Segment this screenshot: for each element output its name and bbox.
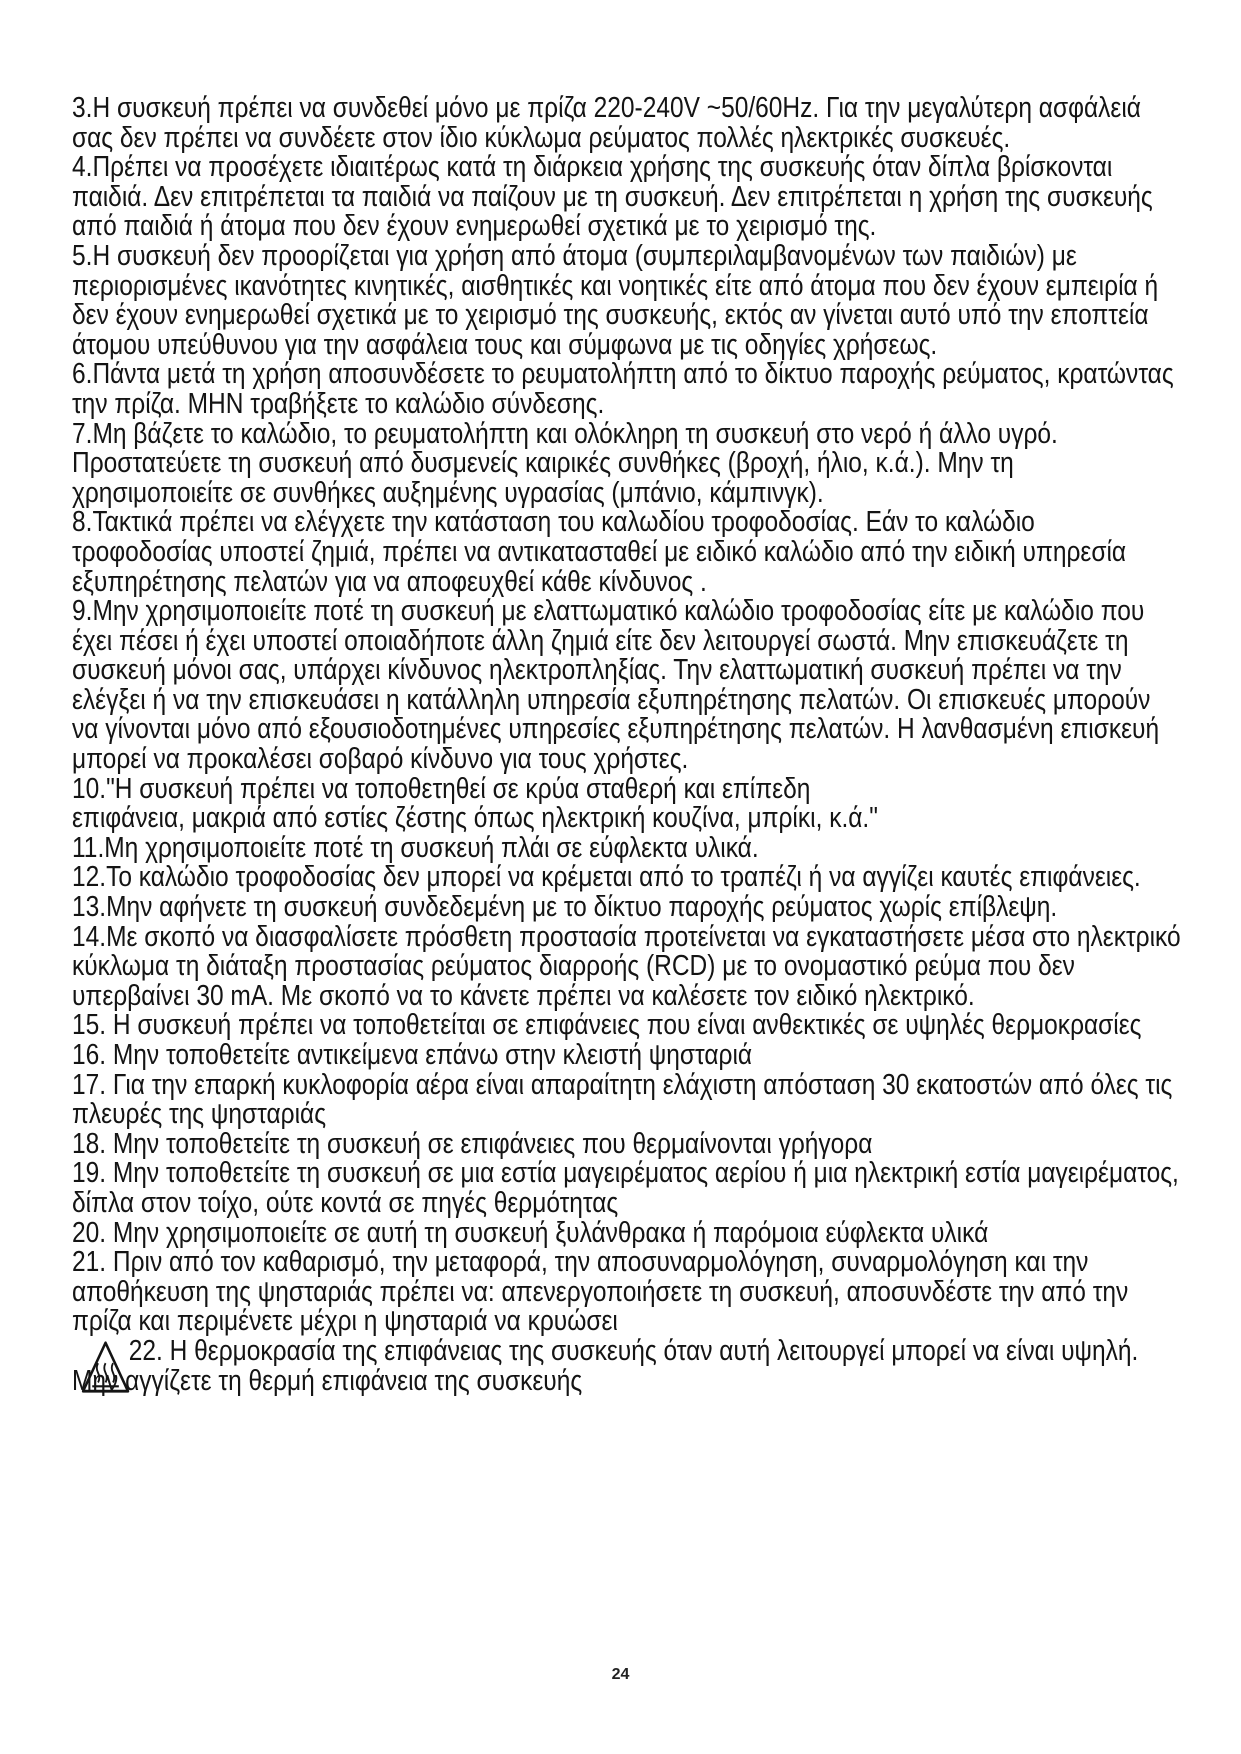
- warning-block: [72, 1334, 1181, 1397]
- paragraph-item-5: 5.Η συσκευή δεν προορίζεται για χρήση από άτομα (συμπεριλαμβανομένων των παιδιών) με περιορισμένες ικανότητες κινητικές, αισθητικές και νοητικές είτε από άτομα που δεν έχουν εμπειρία ή δεν έχουν ενημερωθεί σχετικά με το χειρισμό της συσκευής, εκτός αν γίνεται αυτό υπό την εποπτεία άτομου υπεύθυνου για την ασφάλεια τους και σύμφωνα με τις οδηγίες χρήσεως.: [72, 239, 1159, 361]
- paragraph-item-7: 7.Μη βάζετε το καλώδιο, το ρευματολήπτη και ολόκληρη τη συσκευή στο νερό ή άλλο υγρό. Προστατεύετε τη συσκευή από δυσμενείς καιρικές συνθήκες (βροχή, ήλιο, κ.ά.). Μην τη χρησιμοποιείτε σε συνθήκες αυξημένης υγρασίας (μπάνιο, κάμπινγκ).: [72, 417, 1058, 509]
- paragraph-item-10a: 10."Η συσκευή πρέπει να τοποθετηθεί σε κρύα σταθερή και επίπεδη: [72, 772, 811, 805]
- paragraph-item-19: 19. Μην τοποθετείτε τη συσκευή σε μια εστία μαγειρέματος αερίου ή μια ηλεκτρική εστία μαγειρέματος, δίπλα στον τοίχο, ούτε κοντά σε πηγές θερμότητας: [72, 1157, 1179, 1219]
- hot-surface-warning-icon: [81, 1339, 131, 1395]
- paragraph-item-14: 14.Με σκοπό να διασφαλίσετε πρόσθετη προστασία προτείνεται να εγκαταστήσετε μέσα στο ηλεκτρικό κύκλωμα τη διάταξη προστασίας ρεύματος διαρροής (RCD) με το ονομαστικό ρεύμα που δεν υπερβαίνει 30 mA. Με σκοπό να το κάνετε πρέπει να καλέσετε τον ειδικό ηλεκτρικό.: [72, 920, 1181, 1012]
- paragraph-item-4: 4.Πρέπει να προσέχετε ιδιαιτέρως κατά τη διάρκεια χρήσης της συσκευής όταν δίπλα βρίσκονται παιδιά. Δεν επιτρέπεται τα παιδιά να παίζουν με τη συσκευή. Δεν επιτρέπεται η χρήση της συσκευής από παιδιά ή άτομα που δεν έχουν ενημερωθεί σχετικά με το χειρισμό της.: [72, 151, 1153, 243]
- paragraph-item-13: 13.Μην αφήνετε τη συσκευή συνδεδεμένη με το δίκτυο παροχής ρεύματος χωρίς επίβλεψη.: [72, 891, 1058, 924]
- paragraph-item-11: 11.Μη χρησιμοποιείτε ποτέ τη συσκευή πλάι σε εύφλεκτα υλικά.: [72, 831, 759, 864]
- paragraph-item-9: 9.Μην χρησιμοποιείτε ποτέ τη συσκευή με ελαττωματικό καλώδιο τροφοδοσίας είτε με καλώδιο που έχει πέσει ή έχει υποστεί οποιαδήποτε άλλη ζημιά είτε δεν λειτουργεί σωστά. Μην επισκευάζετε τη συσκευή μόνοι σας, υπάρχει κίνδυνος ηλεκτροπληξίας. Την ελαττωματική συσκευή πρέπει να την ελέγξει ή να την επισκευάσει η κατάλληλη υπηρεσία εξυπηρέτησης πελατών. Οι επισκευές μπορούν να γίνονται μόνο από εξουσιοδοτημένες υπηρεσίες εξυπηρέτησης πελατών. Η λανθασμένη επισκευή μπορεί να προκαλέσει σοβαρό κίνδυνο για τους χρήστες.: [72, 595, 1160, 776]
- paragraph-item-15: 15. Η συσκευή πρέπει να τοποθετείται σε επιφάνειες που είναι ανθεκτικές σε υψηλές θερμοκρασίες: [72, 1009, 1142, 1042]
- paragraph-item-17: 17. Για την επαρκή κυκλοφορία αέρα είναι απαραίτητη ελάχιστη απόσταση 30 εκατοστών από όλες τις πλευρές της ψησταριάς: [72, 1068, 1173, 1131]
- paragraph-item-18: 18. Μην τοποθετείτε τη συσκευή σε επιφάνειες που θερμαίνονται γρήγορα: [72, 1127, 873, 1160]
- paragraph-item-12: 12.Το καλώδιο τροφοδοσίας δεν μπορεί να κρέμεται από το τραπέζι ή να αγγίζει καυτές επιφάνειες.: [72, 861, 1141, 894]
- paragraph-item-8: 8.Τακτικά πρέπει να ελέγχετε την κατάσταση του καλωδίου τροφοδοσίας. Εάν το καλώδιο τροφοδοσίας υποστεί ζημιά, πρέπει να αντικατασταθεί με ειδικό καλώδιο από την ειδική υπηρεσία εξυπηρέτησης πελατών για να αποφευχθεί κάθε κίνδυνος .: [72, 506, 1127, 598]
- page-body: [72, 94, 1181, 1396]
- paragraph-item-3: 3.Η συσκευή πρέπει να συνδεθεί μόνο με πρίζα 220-240V ~50/60Hz. Για την μεγαλύτερη ασφάλειά σας δεν πρέπει να συνδέετε στον ίδιο κύκλωμα ρεύματος πολλές ηλεκτρικές συσκευές.: [72, 92, 1141, 154]
- paragraph-item-20: 20. Μην χρησιμοποιείτε σε αυτή τη συσκευή ξυλάνθρακα ή παρόμοια εύφλεκτα υλικά: [72, 1216, 989, 1249]
- paragraph-item-16: 16. Μην τοποθετείτε αντικείμενα επάνω στην κλειστή ψησταριά: [72, 1039, 753, 1071]
- paragraph-item-21: 21. Πριν από τον καθαρισμό, την μεταφορά, την αποσυναρμολόγηση, συναρμολόγηση και την αποθήκευση της ψησταριάς πρέπει να: απενεργοποιήσετε τη συσκευή, αποσυνδέστε την από την πρίζα και περιμένετε μέχρι η ψησταριά να κρυώσει: [72, 1246, 1129, 1338]
- paragraph-item-22: 22. Η θερμοκρασία της επιφάνειας της συσκευής όταν αυτή λειτουργεί μπορεί να είναι υψηλή. Μην αγγίζετε τη θερμή επιφάνεια της συσκευής: [72, 1334, 1139, 1397]
- paragraph-item-10b: επιφάνεια, μακριά από εστίες ζέστης όπως ηλεκτρική κουζίνα, μπρίκι, κ.ά.": [72, 802, 878, 835]
- page-number: 24: [611, 1666, 630, 1683]
- paragraph-item-6: 6.Πάντα μετά τη χρήση αποσυνδέσετε το ρευματολήπτη από το δίκτυο παροχής ρεύματος, κρατώντας την πρίζα. ΜΗΝ τραβήξετε το καλώδιο σύνδεσης.: [72, 358, 1174, 420]
